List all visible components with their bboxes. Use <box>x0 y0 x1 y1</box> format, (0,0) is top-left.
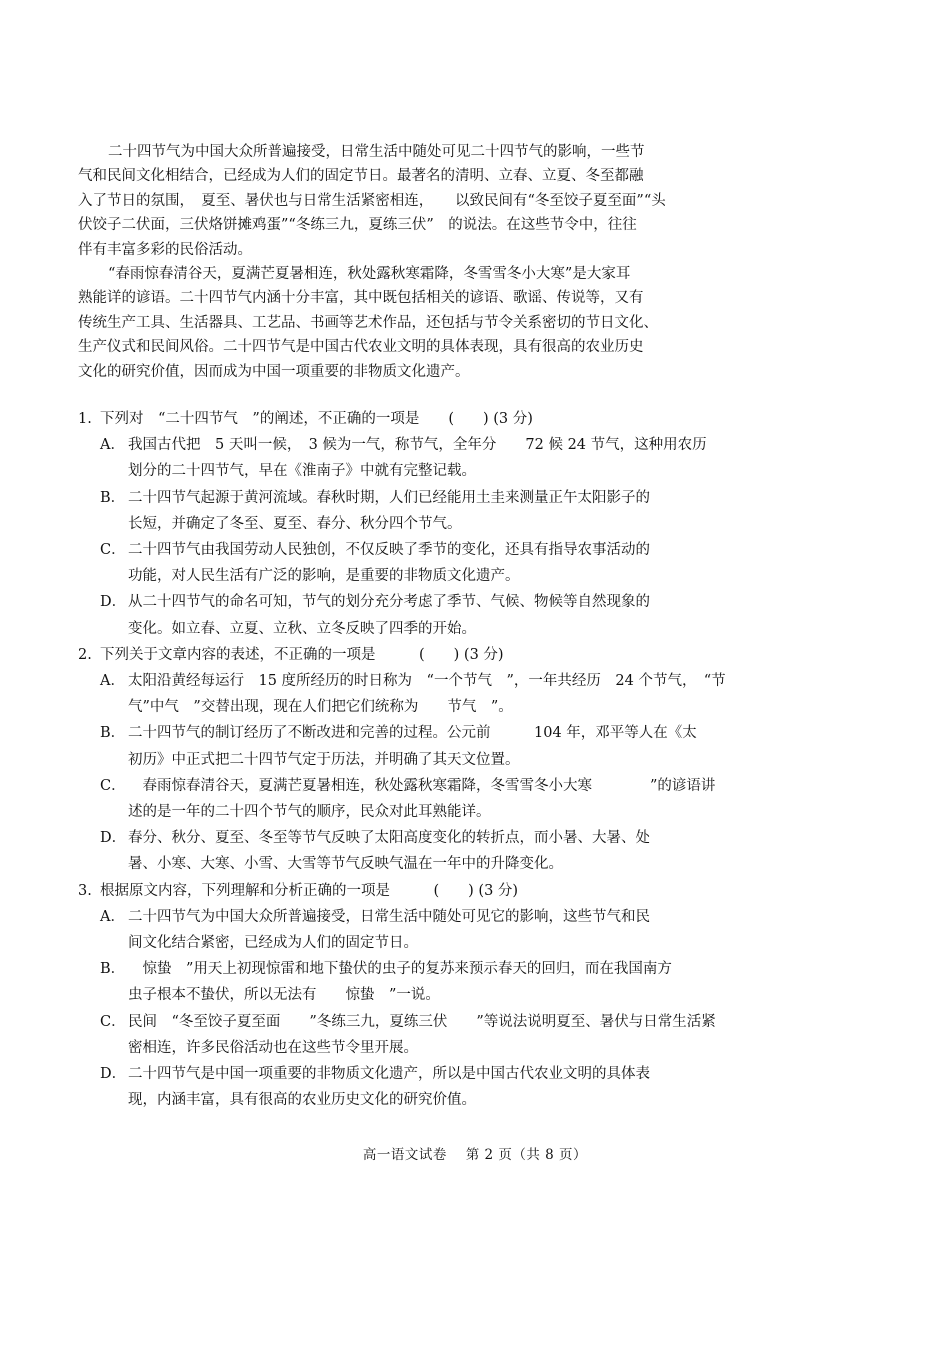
question-3 <box>78 878 758 1114</box>
question-number: 2. <box>78 646 92 663</box>
page-footer: 高一语文试卷 第 2 页（共 8 页） <box>362 1147 588 1163</box>
passage-line: 熟能详的谚语。二十四节气内涵十分丰富，其中既包括相关的谚语、歌谣、传说等，又有 <box>78 290 644 307</box>
question-stem <box>78 406 758 432</box>
question-list <box>78 406 758 1113</box>
option-text: 功能，对人民生活有广泛的影响，是重要的非物质文化遗产。 <box>128 568 520 585</box>
option-text: 太阳沿黄经每运行 15 度所经历的时日称为 “一个节气 ”，一年共经历 24 个节气， “节 <box>128 673 726 690</box>
option-label: B． <box>100 725 126 742</box>
passage-line: 传统生产工具、生活器具、工艺品、书画等艺术作品，还包括与节令关系密切的节日文化、 <box>78 314 658 331</box>
option-text: 二十四节气起源于黄河流域。春秋时期，人们已经能用土圭来测量正午太阳影子的 <box>128 489 650 506</box>
option-text: 间文化结合紧密，已经成为人们的固定节日。 <box>128 935 418 952</box>
option-text: 初历》中正式把二十四节气定于历法，并明确了其天文位置。 <box>128 751 520 768</box>
question-number: 3. <box>78 882 92 899</box>
option-text: 春分、秋分、夏至、冬至等节气反映了太阳高度变化的转折点，而小暑、大暑、处 <box>128 830 650 847</box>
option-label: A． <box>100 437 125 454</box>
option-d[interactable] <box>78 589 758 641</box>
passage-line: 文化的研究价值，因而成为中国一项重要的非物质文化遗产。 <box>78 363 470 380</box>
passage-line: 二十四节气为中国大众所普遍接受，日常生活中随处可见二十四节气的影响，一些节 <box>108 144 645 160</box>
option-a[interactable] <box>78 668 758 720</box>
question-text: 根据原文内容，下列理解和分析正确的一项是 ( ) (3 分) <box>100 882 519 899</box>
option-label: D． <box>100 830 127 847</box>
option-a[interactable] <box>78 432 758 484</box>
option-text: 二十四节气的制订经历了不断改进和完善的过程。公元前 104 年，邓平等人在《太 <box>128 725 697 742</box>
option-text: 密相连，许多民俗活动也在这些节令里开展。 <box>128 1039 418 1056</box>
option-label: C． <box>100 1013 126 1030</box>
question-stem <box>78 878 758 904</box>
option-text: 气”中气 ”交替出现，现在人们把它们统称为 节气 ”。 <box>128 699 513 716</box>
passage-line: “春雨惊春清谷天，夏满芒夏暑相连，秋处露秋寒霜降，冬雪雪冬小大寒”是大家耳 <box>108 266 631 283</box>
question-text: 下列对 “二十四节气 ”的阐述，不正确的一项是 ( ) (3 分) <box>100 411 533 427</box>
option-text: 春雨惊春清谷天，夏满芒夏暑相连，秋处露秋寒霜降，冬雪雪冬小大寒 ”的谚语讲 <box>128 777 716 794</box>
option-text: 民间 “冬至饺子夏至面 ”冬练三九，夏练三伏 ”等说法说明夏至、暑伏与日常生活紧 <box>128 1013 716 1030</box>
option-text: 虫子根本不蛰伏，所以无法有 惊蛰 ”一说。 <box>128 987 440 1004</box>
option-text: 二十四节气为中国大众所普遍接受，日常生活中随处可见它的影响，这些节气和民 <box>128 908 650 925</box>
option-text: 暑、小寒、大寒、小雪、大雪等节气反映气温在一年中的升降变化。 <box>128 856 563 873</box>
option-b[interactable] <box>78 485 758 537</box>
option-text: 我国古代把 5 天叫一候， 3 候为一气，称节气，全年分 72 候 24 节气，这种用农历 <box>128 437 707 454</box>
option-text: 变化。如立春、立夏、立秋、立冬反映了四季的开始。 <box>128 620 476 637</box>
passage-line: 伴有丰富多彩的民俗活动。 <box>78 241 252 258</box>
option-text: 从二十四节气的命名可知，节气的划分充分考虑了季节、气候、物候等自然现象的 <box>128 594 650 611</box>
option-c[interactable] <box>78 537 758 589</box>
passage-paragraph-1 <box>78 140 678 262</box>
passage-paragraph-2 <box>78 262 678 384</box>
question-1 <box>78 406 758 642</box>
question-number: 1. <box>78 411 92 427</box>
passage-line: 生产仪式和民间风俗。二十四节气是中国古代农业文明的具体表现，具有很高的农业历史 <box>78 339 644 356</box>
question-text: 下列关于文章内容的表述，不正确的一项是 ( ) (3 分) <box>100 646 504 663</box>
option-text: 述的是一年的二十四个节气的顺序，民众对此耳熟能详。 <box>128 804 491 821</box>
option-c[interactable] <box>78 1009 758 1061</box>
option-text: 划分的二十四节气，早在《淮南子》中就有完整记载。 <box>128 463 476 480</box>
question-2 <box>78 642 758 878</box>
option-text: 现，内涵丰富，具有很高的农业历史文化的研究价值。 <box>128 1092 476 1109</box>
option-c[interactable] <box>78 773 758 825</box>
option-b[interactable] <box>78 720 758 772</box>
passage-line: 入了节日的氛围， 夏至、暑伏也与日常生活紧密相连， 以致民间有“冬至饺子夏至面”“头 <box>78 192 666 209</box>
option-text: 二十四节气由我国劳动人民独创，不仅反映了季节的变化，还具有指导农事活动的 <box>128 542 650 559</box>
option-label: D． <box>100 1066 127 1083</box>
option-text: 惊蛰 ”用天上初现惊雷和地下蛰伏的虫子的复苏来预示春天的回归，而在我国南方 <box>128 961 672 978</box>
option-label: C． <box>100 777 126 794</box>
option-a[interactable] <box>78 904 758 956</box>
option-label: B． <box>100 961 126 978</box>
passage-line: 气和民间文化相结合，已经成为人们的固定节日。最著名的清明、立春、立夏、冬至都融 <box>78 168 644 185</box>
option-text: 二十四节气是中国一项重要的非物质文化遗产，所以是中国古代农业文明的具体表 <box>128 1066 650 1083</box>
option-d[interactable] <box>78 1061 758 1113</box>
option-label: C． <box>100 542 126 559</box>
option-text: 长短，并确定了冬至、夏至、春分、秋分四个节气。 <box>128 515 462 532</box>
option-b[interactable] <box>78 956 758 1008</box>
passage-line: 伏饺子二伏面，三伏烙饼摊鸡蛋”“冬练三九，夏练三伏” 的说法。在这些节令中，往往 <box>78 217 637 234</box>
option-label: A． <box>100 908 125 925</box>
reading-passage <box>78 140 678 384</box>
option-label: B． <box>100 489 126 506</box>
option-label: A． <box>100 673 125 690</box>
option-d[interactable] <box>78 825 758 877</box>
question-stem <box>78 642 758 668</box>
option-label: D． <box>100 594 127 611</box>
